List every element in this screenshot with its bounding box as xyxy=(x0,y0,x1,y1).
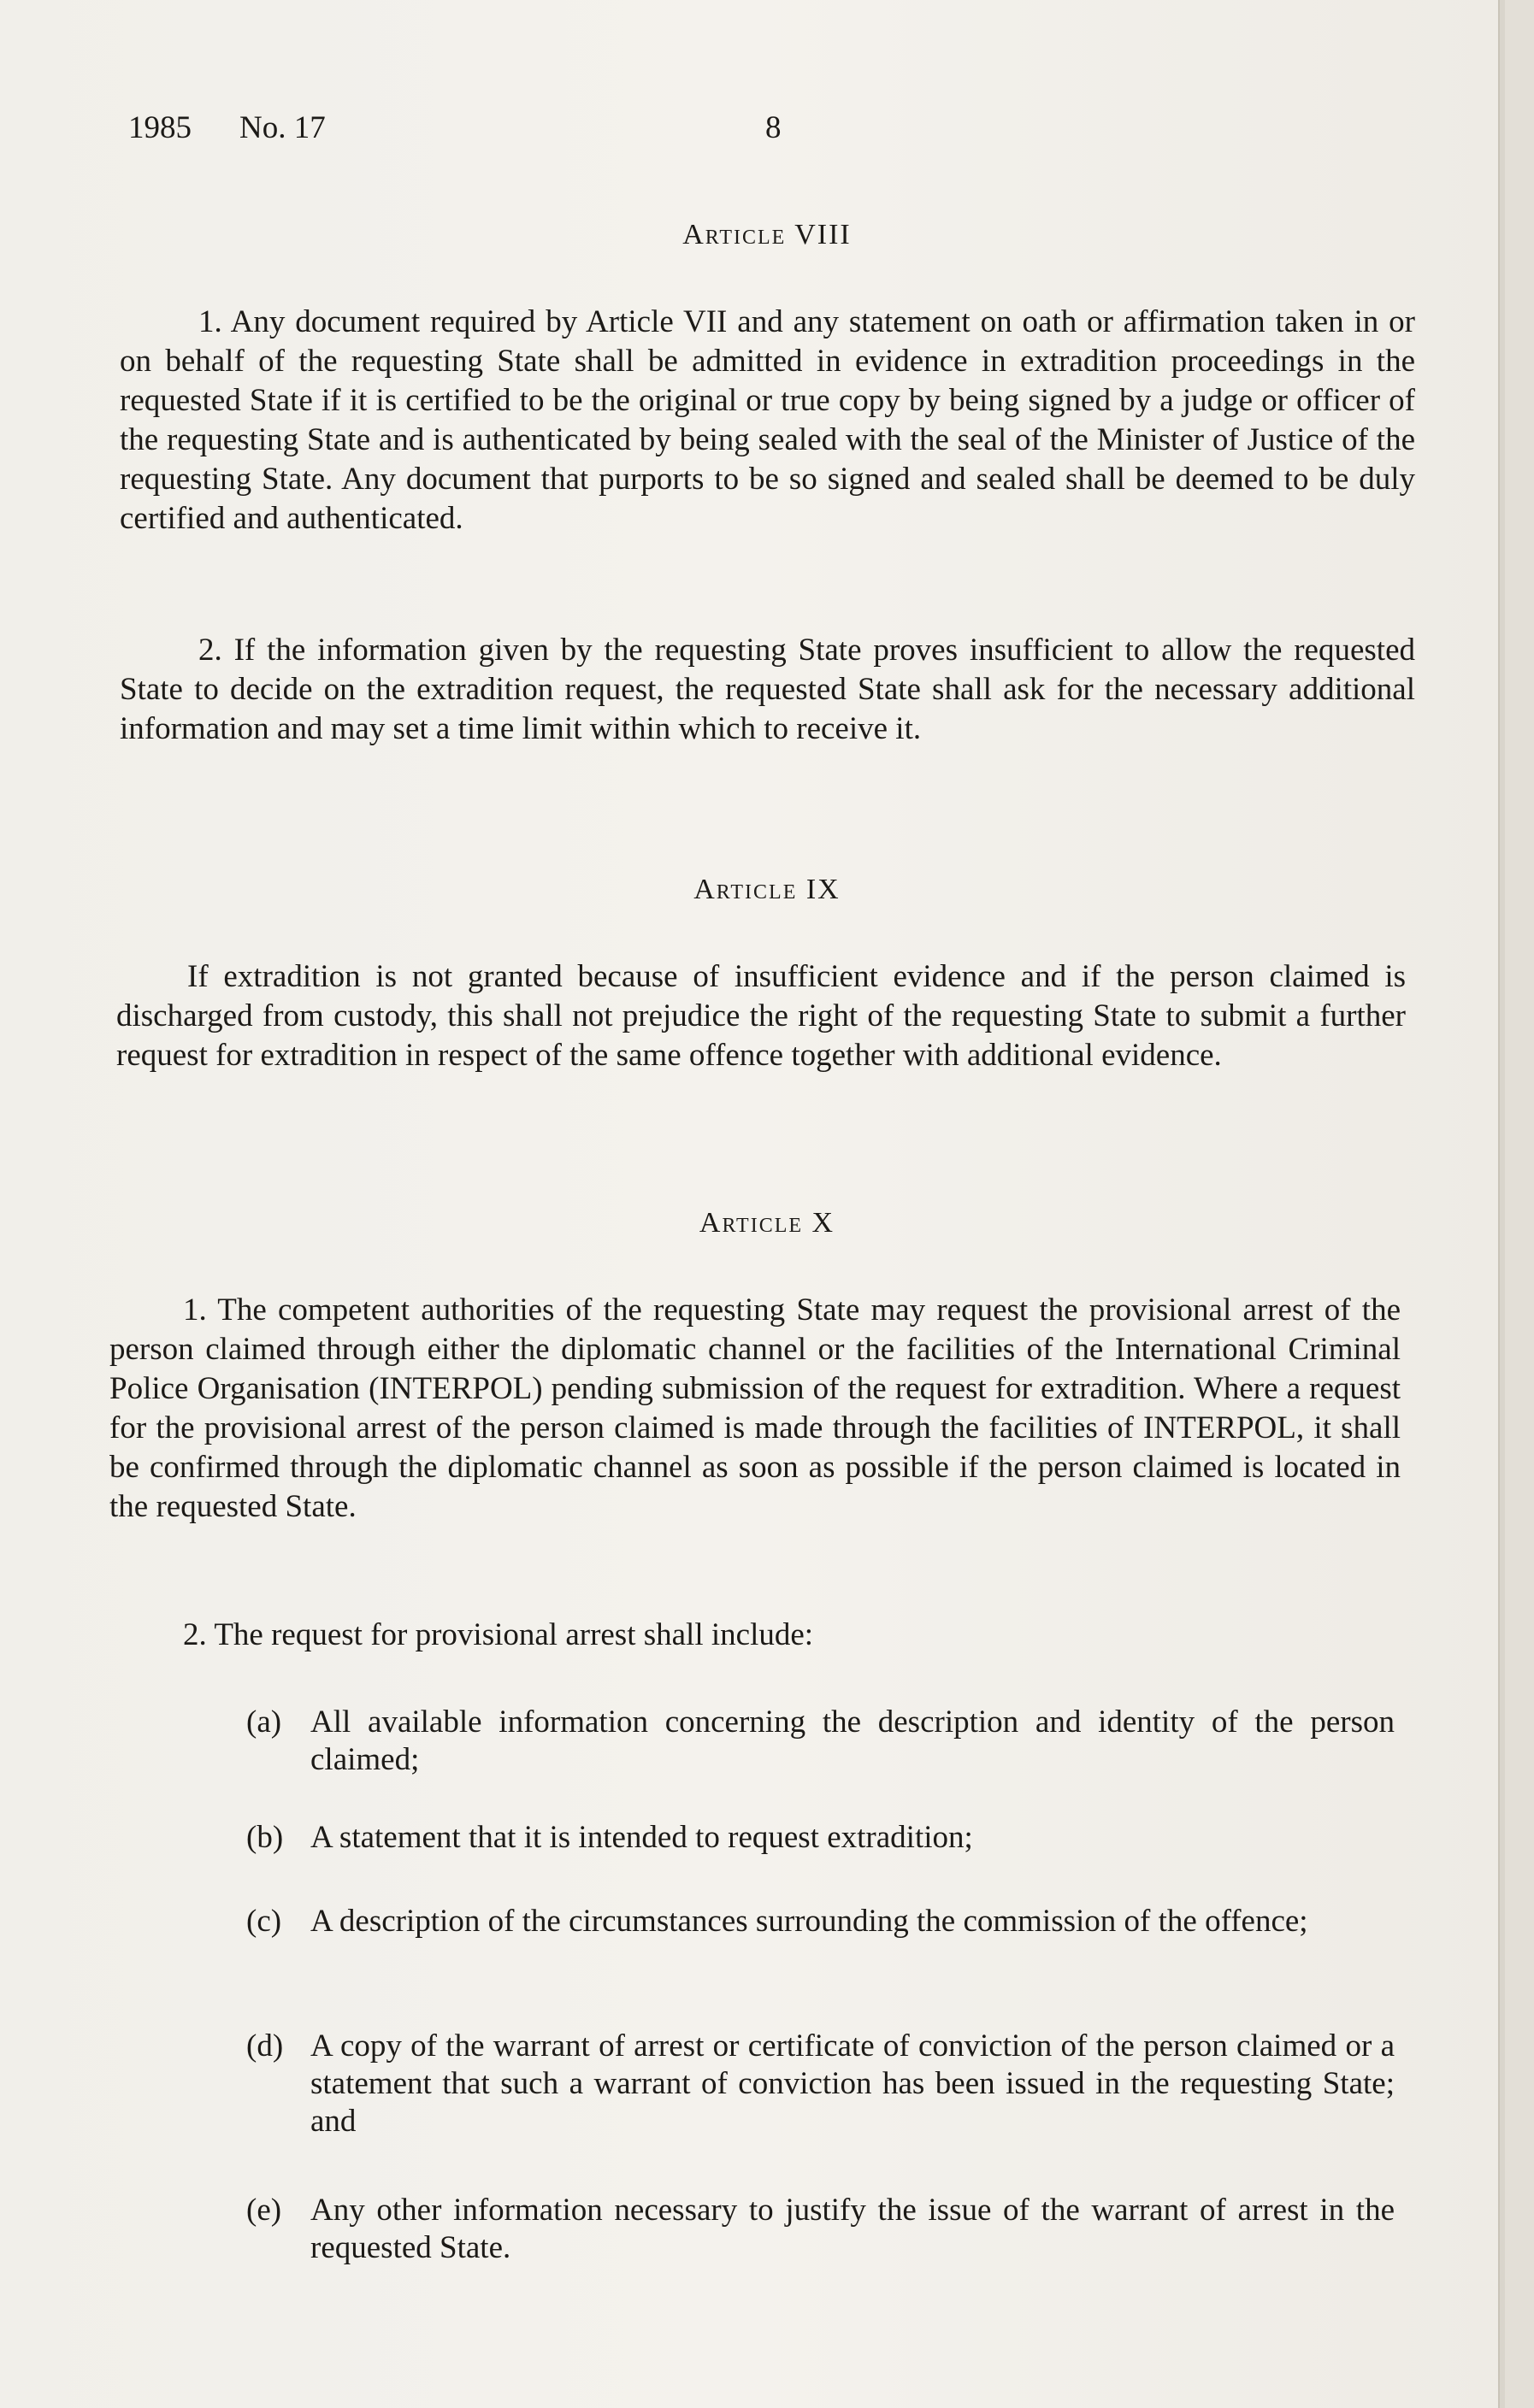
article-ix-heading: Article IX xyxy=(693,874,841,905)
list-item-text: All available information concerning the description and identity of the person claimed; xyxy=(310,1704,1395,1777)
list-item-text: A description of the circumstances surrounding the commission of the offence; xyxy=(310,1904,1308,1939)
article-ix-paragraph-1: If extradition is not granted because of insufficient evidence and if the person claimed is discharged from custody, this shall not prejudice the right of the requesting State to submit a further request for extradition in respect of the same offence together with additional evidence. xyxy=(116,959,1406,1073)
list-item-label: (c) xyxy=(246,1904,282,1939)
list-item xyxy=(246,1704,1396,1781)
page-header xyxy=(128,109,1411,152)
article-x-paragraph-2: 2. The request for provisional arrest shall include: xyxy=(183,1617,814,1652)
list-item-label: (e) xyxy=(246,2193,282,2228)
header-act-number: No. 17 xyxy=(239,110,326,145)
list-item-label: (a) xyxy=(246,1704,282,1740)
list-item-text: A copy of the warrant of arrest or certificate of conviction of the person claimed or a statement that such a warrant of conviction has been issued in the requesting State; and xyxy=(310,2028,1395,2139)
page-binding-edge xyxy=(1498,0,1505,2408)
list-item xyxy=(246,1903,1396,1980)
article-viii-heading: Article VIII xyxy=(682,219,852,250)
list-item-label: (b) xyxy=(246,1820,284,1855)
list-item xyxy=(246,1819,1396,1858)
list-item-text: Any other information necessary to justify the issue of the warrant of arrest in the requested State. xyxy=(310,2193,1395,2265)
list-item-text: A statement that it is intended to request extradition; xyxy=(310,1820,973,1855)
page-number: 8 xyxy=(765,110,782,145)
article-viii-paragraph-1: 1. Any document required by Article VII and any statement on oath or affirmation taken in or on behalf of the requesting State shall be admitted in evidence in extradition proceedings in the requested State if it is certified to be the original or true copy by being signed by a judge or officer of the requesting State and is authenticated by being sealed with the seal of the Minister of Justice of the requesting State. Any document that purports to be so signed and sealed shall be deemed to be duly certified and authenticated. xyxy=(120,304,1415,536)
article-viii-paragraph-2: 2. If the information given by the requesting State proves insufficient to allow the requested State to decide on the extradition request, the requested State shall ask for the necessary additional information and may set a time limit within which to receive it. xyxy=(120,633,1415,746)
list-item xyxy=(246,2028,1396,2140)
list-item-label: (d) xyxy=(246,2028,284,2064)
article-x-paragraph-1: 1. The competent authorities of the requesting State may request the provisional arrest of the person claimed through either the diplomatic channel or the facilities of the International Criminal Police Organisation (INTERPOL) pending submission of the request for extradition. Where a request for the provisional arrest of the person claimed is made through the facilities of INTERPOL, it shall be confirmed through the diplomatic channel as soon as possible if the person claimed is located in the requested State. xyxy=(109,1292,1401,1524)
header-year: 1985 xyxy=(128,110,192,145)
list-item xyxy=(246,2192,1396,2269)
scan-margin xyxy=(1505,0,1534,2408)
article-x-heading: Article X xyxy=(699,1207,835,1239)
